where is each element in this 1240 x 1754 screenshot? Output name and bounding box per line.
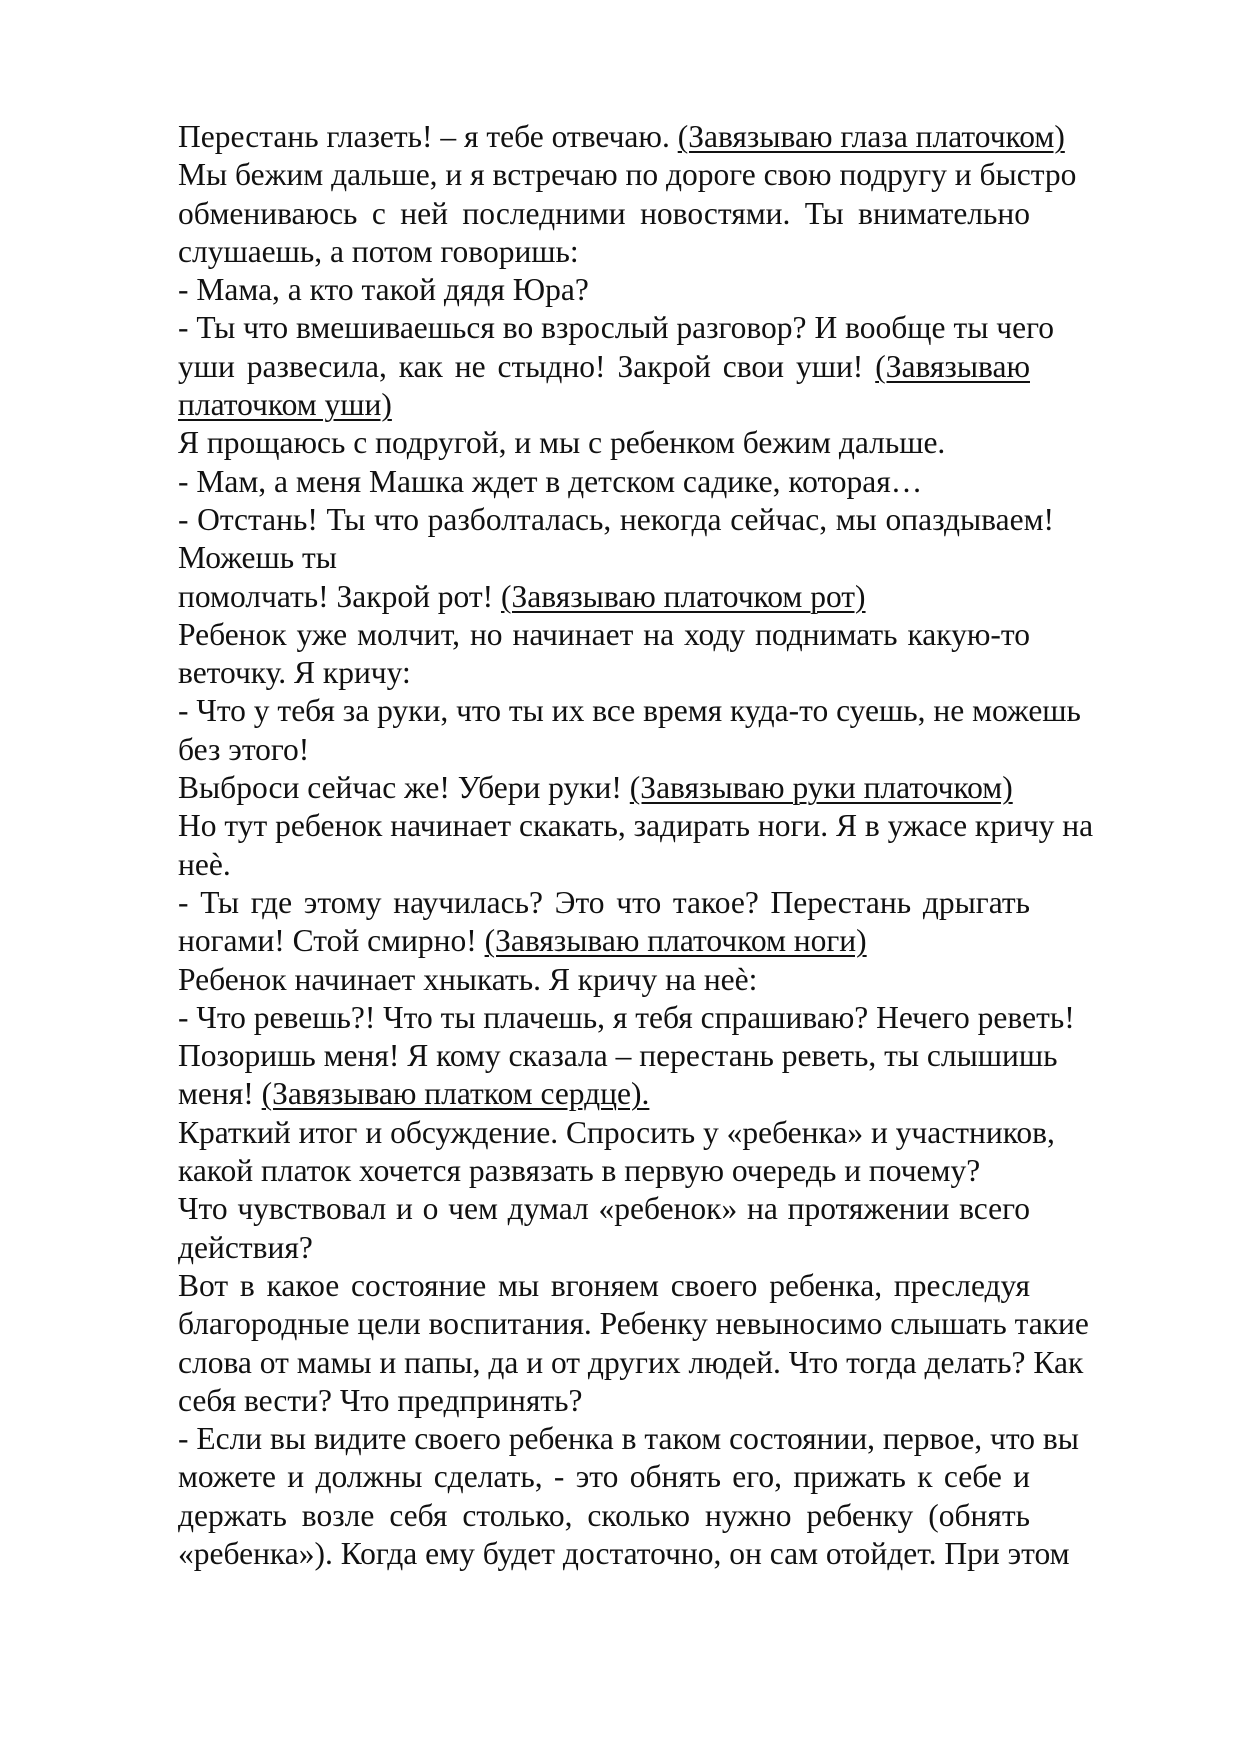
line-text: держать возле себя столько, сколько нужно ребенку (обнять bbox=[178, 1497, 1030, 1533]
line-text: - Мам, а меня Машка ждет в детском садике, которая… bbox=[178, 463, 923, 499]
text-line bbox=[178, 1344, 1178, 1382]
line-text: - Если вы видите своего ребенка в таком состоянии, первое, что вы bbox=[178, 1421, 1079, 1457]
stage-direction: (Завязываю глаза платочком) bbox=[677, 119, 1065, 154]
text-line bbox=[178, 501, 1054, 539]
text-line bbox=[178, 424, 1178, 462]
line-text: помолчать! Закрой рот! bbox=[178, 578, 502, 614]
text-line bbox=[178, 233, 1178, 271]
line-text: слова от мамы и папы, да и от других людей. Что тогда делать? Как bbox=[178, 1344, 1084, 1380]
line-text: Ребенок начинает хныкать. Я кричу на неѐ: bbox=[178, 961, 758, 997]
text-line bbox=[178, 999, 1075, 1037]
line-text: Что чувствовал и о чем думал «ребенок» на протяжении всего bbox=[178, 1191, 1030, 1227]
line-text: ногами! Стой смирно! bbox=[178, 923, 485, 959]
stage-direction: платочком уши) bbox=[178, 387, 392, 423]
line-text: Перестань глазеть! – я тебе отвечаю. bbox=[178, 119, 678, 154]
text-line bbox=[178, 309, 1054, 347]
text-line bbox=[178, 731, 1178, 769]
line-text: Выброси сейчас же! Убери руки! bbox=[178, 770, 630, 806]
text-line bbox=[178, 1458, 1030, 1496]
text-line bbox=[178, 1267, 1030, 1305]
line-text: какой платок хочется развязать в первую очередь и почему? bbox=[178, 1153, 981, 1189]
text-line bbox=[178, 1420, 1079, 1458]
text-line bbox=[178, 884, 1030, 922]
text-line bbox=[178, 769, 1178, 807]
text-line bbox=[178, 578, 1178, 616]
line-text: - Мама, а кто такой дядя Юра? bbox=[178, 272, 589, 308]
text-line bbox=[178, 846, 1178, 884]
text-line bbox=[178, 348, 1030, 386]
line-text: неѐ. bbox=[178, 846, 231, 882]
text-line bbox=[178, 1535, 1070, 1573]
line-text: слушаешь, а потом говоришь: bbox=[178, 233, 579, 269]
stage-direction: (Завязываю bbox=[875, 348, 1030, 384]
text-line bbox=[178, 961, 1178, 999]
line-text: уши развесила, как не стыдно! Закрой свои уши! bbox=[178, 348, 876, 384]
text-line bbox=[178, 1114, 1055, 1152]
text-line bbox=[178, 463, 1178, 501]
line-text: Краткий итог и обсуждение. Спросить у «ребенка» и участников, bbox=[178, 1114, 1055, 1150]
text-line bbox=[178, 539, 1178, 577]
line-text: Позоришь меня! Я кому сказала – перестань реветь, ты слышишь bbox=[178, 1038, 1058, 1074]
line-text: «ребенка»). Когда ему будет достаточно, он сам отойдет. При этом bbox=[178, 1535, 1070, 1571]
text-line bbox=[178, 616, 1030, 654]
line-text: без этого! bbox=[178, 731, 310, 767]
text-line bbox=[178, 195, 1030, 233]
text-line bbox=[178, 692, 1081, 730]
line-text: веточку. Я кричу: bbox=[178, 655, 411, 691]
line-text: можете и должны сделать, - это обнять его, прижать к себе и bbox=[178, 1459, 1030, 1495]
text-line bbox=[178, 1152, 1178, 1190]
text-line bbox=[178, 1229, 1178, 1267]
line-text: благородные цели воспитания. Ребенку невыносимо слышать такие bbox=[178, 1306, 1089, 1342]
line-text: Вот в какое состояние мы вгоняем своего ребенка, преследуя bbox=[178, 1267, 1030, 1303]
line-text: - Что ревешь?! Что ты плачешь, я тебя спрашиваю? Нечего реветь! bbox=[178, 999, 1075, 1035]
line-text: Можешь ты bbox=[178, 540, 337, 576]
line-text: - Ты где этому научилась? Это что такое? Перестань дрыгать bbox=[178, 884, 1030, 920]
line-text: себя вести? Что предпринять? bbox=[178, 1382, 583, 1418]
text-line bbox=[178, 1037, 1058, 1075]
text-line bbox=[178, 807, 1178, 845]
line-text: - Ты что вмешиваешься во взрослый разговор? И вообще ты чего bbox=[178, 310, 1054, 346]
stage-direction: (Завязываю платочком ноги) bbox=[484, 923, 867, 959]
text-line bbox=[178, 1382, 1178, 1420]
body-text bbox=[178, 118, 1178, 1573]
line-text: обмениваюсь с ней последними новостями. Ты внимательно bbox=[178, 195, 1030, 231]
text-line bbox=[178, 922, 1178, 960]
text-line bbox=[178, 1075, 1178, 1113]
text-line bbox=[178, 654, 1178, 692]
line-text: действия? bbox=[178, 1229, 313, 1265]
line-text: - Отстань! Ты что разболталась, некогда сейчас, мы опаздываем! bbox=[178, 501, 1054, 537]
line-text: Я прощаюсь с подругой, и мы с ребенком бежим дальше. bbox=[178, 425, 946, 461]
text-line bbox=[178, 1190, 1030, 1228]
line-text: Ребенок уже молчит, но начинает на ходу поднимать какую-то bbox=[178, 616, 1030, 652]
stage-direction: (Завязываю платком сердце). bbox=[261, 1076, 650, 1112]
text-line bbox=[178, 1305, 1089, 1343]
text-line bbox=[178, 1497, 1030, 1535]
text-line bbox=[178, 271, 1178, 309]
line-text: - Что у тебя за руки, что ты их все время куда-то суешь, не можешь bbox=[178, 693, 1081, 729]
line-text: Но тут ребенок начинает скакать, задирать ноги. Я в ужасе кричу на bbox=[178, 808, 1094, 844]
text-line bbox=[178, 386, 1178, 424]
stage-direction: (Завязываю платочком рот) bbox=[501, 578, 866, 614]
text-line bbox=[178, 118, 1178, 156]
text-line bbox=[178, 156, 1077, 194]
stage-direction: (Завязываю руки платочком) bbox=[629, 770, 1013, 806]
line-text: Мы бежим дальше, и я встречаю по дороге свою подругу и быстро bbox=[178, 157, 1077, 193]
line-text: меня! bbox=[178, 1076, 262, 1112]
